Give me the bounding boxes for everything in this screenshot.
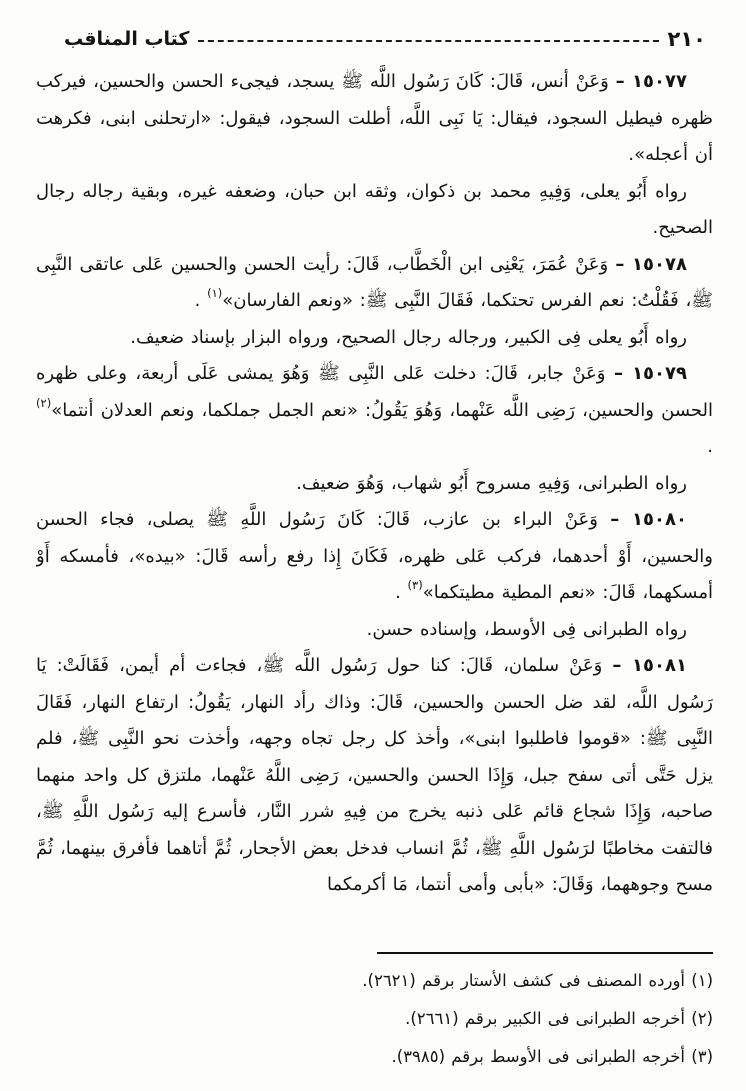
grading-paragraph [36,174,713,247]
hadith-15081-paragraph [36,648,713,904]
hadith-dash: – [612,655,622,676]
hadith-text: وَعَنْ البراء بن عازب، قَالَ: كَانَ رَسُول اللَّهِ ﷺ يصلى، فجاء الحسن والحسين، أَوْ أحدهما، فركب عَلى ظهره، فَكَانَ إِذا رفع رأسه قَالَ: «بيده»، فأمسكه أَوْ أمسكهما، قَالَ: «نعم المطية مطيتكما» [36,509,713,603]
hadith-text: وَعَنْ جابر، قَالَ: دخلت عَلى النَّبِى ﷺ وَهُوَ يمشى عَلَى أربعة، وعلى ظهره الحسن والحسين، رَضِى اللَّه عَنْهما، وَهُوَ يَقُولُ: «نعم الجمل جملكما، ونعم العدلان أنتما» [36,363,713,421]
hadith-text: وَعَنْ عُمَرَ، يَعْنِى ابن الْخَطَّاب، قَالَ: رأيت الحسن والحسين عَلى عاتقى النَّبِى ﷺ، فَقُلْتُ: نعم الفرس تحتكما، فَقَالَ النَّبِى ﷺ: «ونعم الفارسان» [36,253,713,311]
book-title: كتاب المناقب [64,28,190,50]
hadith-number: ١٥٠٧٩ [632,363,687,384]
hadith-dash: – [613,363,623,384]
hadith-15078-paragraph [36,247,713,320]
page-body [36,64,713,953]
grading-text: رواه الطبرانى، وَفِيهِ مسروح أَبُو شهاب، وَهُوَ ضعيف. [296,472,687,494]
hadith-tail: . [194,290,208,311]
grading-text: رواه الطبرانى فِى الأوسط، وإسناده حسن. [366,618,687,640]
hadith-number: ١٥٠٧٨ [632,253,687,275]
hadith-dash: – [615,71,625,92]
footnote-3: (٣) أخرجه الطبرانى فى الأوسط برقم (٣٩٨٥). [391,1047,713,1066]
hadith-number: ١٥٠٨٠ [632,509,687,530]
hadith-tail: . [707,436,713,457]
grading-paragraph [36,320,713,357]
hadith-number: ١٥٠٧٧ [632,71,687,92]
hadith-dash: – [610,509,620,530]
hadith-dash: – [615,253,625,275]
grading-text: رواه أَبُو يعلى، وَفِيهِ محمد بن ذكوان، وثقه ابن حبان، وضعفه غيره، وبقية رجاله رجال الصحيح. [36,180,713,238]
footnote-ref-1: (١) [207,286,223,300]
page-number: ٢١٠ [667,27,706,51]
grading-paragraph [36,612,713,649]
footnote-ref-2: (٢) [36,395,52,410]
hadith-15079-paragraph [36,356,713,466]
hadith-15080-paragraph [36,502,713,612]
hadith-15077-paragraph [36,64,713,174]
footnote-ref-3: (٣) [407,578,423,592]
header-dashed-rule [198,40,658,42]
footnote-divider [377,952,713,954]
grading-text: رواه أَبُو يعلى فِى الكبير، ورجاله رجال الصحيح، ورواه البزار بإسناد ضعيف. [130,326,687,348]
running-head [64,24,706,54]
hadith-tail: . [395,582,408,603]
grading-paragraph [36,466,713,503]
hadith-text: وَعَنْ سلمان، قَالَ: كنا حول رَسُول اللَّه ﷺ، فجاءت أم أيمن، فَقَالَتْ: يَا رَسُول اللَّه، لقد ضل الحسن والحسين، قَالَ: وذاك رأد النهار، يَقُولُ: ارتفاع النهار، فَقَالَ النَّبِى ﷺ: «قوموا فاطلبوا ابنى»، وأخذ كل رجل تجاه وجهه، وأخذت نحو النَّبِى ﷺ، فلم يزل حَتَّى أتى سفح جبل، وَإِذَا الحسن والحسين، رَضِى اللَّهُ عَنْهما، ملتزق كل واحد منهما صاحبه، وَإِذَا شجاع قائم عَلى ذنبه يخرج من فِيهِ شرر النَّار، فأسرع إليه رَسُول اللَّهِ ﷺ، فالتفت مخاطبًا لرَسُول اللَّهِ ﷺ، ثُمَّ انساب فدخل بعض الأجحار، ثُمَّ أتاهما فأفرق بينهما، ثُمَّ مسح وجوههما، وَقَالَ: «بأبى وأمى أنتما، مَا أكرمكما [36,655,713,895]
hadith-number: ١٥٠٨١ [632,655,687,676]
footnote-2: (٢) أخرجه الطبرانى فى الكبير برقم (٢٦٦١). [405,1009,713,1028]
footnote-1: (١) أورده المصنف فى كشف الأستار برقم (٢٦٢١). [362,971,713,990]
footnotes-section [36,952,713,1076]
hadith-text: وَعَنْ أنس، قَالَ: كَانَ رَسُول اللَّه ﷺ يسجد، فيجىء الحسن والحسين، فيركب ظهره فيطيل السجود، فيقال: يَا نَبِى اللَّه، أطلت السجود، فيقول: «ارتحلنى ابنى، فكرهت أن أعجله». [36,71,713,165]
